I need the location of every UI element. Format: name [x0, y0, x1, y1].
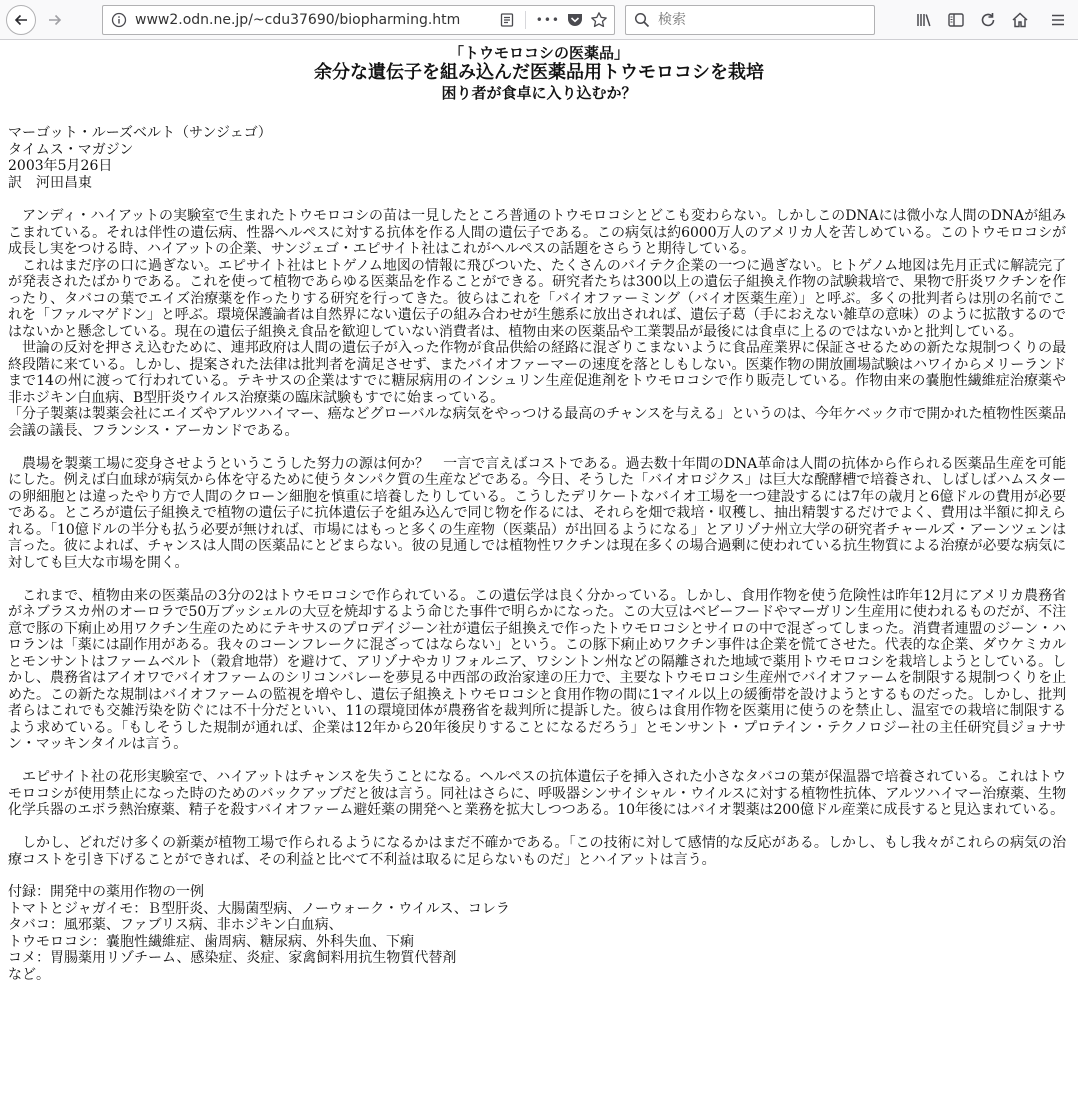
paragraph: アンディ・ハイアットの実験室で生まれたトウモロコシの苗は一見したところ普通のトウモロコシとどこも変わらない。しかしこのDNAには微小な人間のDNAが組みこまれている。それは伴性の遺伝病、性器ヘルペスに対する抗体を作る人間の遺伝子である。この病気は約6000万人のアメリカ人を苦しめている。このトウモロコシが成長し実をつける時、ハイアットの企業、サンジェゴ・エピサイト社はこれがヘルペスの話題をさらうと期待している。	[8, 208, 1066, 257]
author-line: マーゴット・ルーズベルト（サンジェゴ）	[8, 125, 272, 141]
home-icon	[1011, 11, 1029, 29]
appendix-heading: 付録：開発中の薬用作物の一例	[8, 884, 204, 900]
paragraph-gap	[8, 571, 1066, 588]
appendix-item: トマトとジャガイモ：Ｂ型肝炎、大腸菌型病、ノーウォーク・ウイルス、コレラ	[8, 900, 510, 917]
home-button[interactable]	[1006, 6, 1034, 34]
article-kicker: 「トウモロコシの医薬品」	[448, 44, 629, 62]
url-separator	[525, 11, 526, 29]
paragraph-gap	[8, 753, 1066, 770]
menu-button[interactable]	[1044, 6, 1072, 34]
reload-button[interactable]	[974, 6, 1002, 34]
library-icon	[915, 11, 933, 29]
url-text[interactable]: www2.odn.ne.jp/~cdu37690/biopharming.htm	[135, 12, 461, 28]
paragraph: しかし、どれだけ多くの新薬が植物工場で作られるようになるかはまだ不確かである。「この技術に対して感情的な反応がある。しかし、もし我々がこれらの病気の治療コストを引き下げることができれば、その利益と比べて不利益は取るに足らないものだ」とハイアットは言う。	[8, 835, 1066, 868]
article-subtitle: 困り者が食卓に入り込むか？	[441, 84, 637, 102]
translator-line: 訳 河田昌東	[8, 174, 92, 191]
browser-toolbar	[0, 0, 1078, 40]
article-byline	[8, 125, 1078, 191]
search-icon	[634, 12, 650, 28]
back-button[interactable]	[6, 5, 36, 35]
appendix-item: トウモロコシ：嚢胞性繊維症、歯周病、糖尿病、外科失血、下痢	[8, 933, 414, 950]
sidebar-button[interactable]	[942, 6, 970, 34]
reload-icon	[979, 11, 997, 29]
appendix-list	[8, 884, 1078, 983]
paragraph-gap	[8, 819, 1066, 836]
article-header	[0, 44, 1078, 102]
arrow-left-icon	[13, 12, 29, 28]
arrow-right-icon	[47, 12, 63, 28]
paragraph: 「分子製薬は製薬会社にエイズやアルツハイマー、癌などグローバルな病気をやっつける最高のチャンスを与える」というのは、今年ケベック市で開かれた植物性医薬品会議の議長、フランシス・アーカンドである。	[8, 406, 1066, 439]
sidebar-icon	[947, 11, 965, 29]
library-button[interactable]	[910, 6, 938, 34]
paragraph-gap	[8, 439, 1066, 456]
paragraph: 世論の反対を押さえ込むために、連邦政府は人間の遺伝子が入った作物が食品供給の経路に混ざりこまないように食品産業界に保証させるための新たな規制つくりの最終段階に来ている。しかし、提案された法律は批判者を満足させず、またバイオファーマーの速度を落としもしない。医薬作物の開放圃場試験はハワイからメリーランドまで14の州に渡って行われている。テキサスの企業はすでに糖尿病用のインシュリン生産促進剤をトウモロコシで作り販売している。作物由来の嚢胞性繊維症治療薬や非ホジキン白血病、B型肝炎ウイルス治療薬の臨床試験もすでに始まっている。	[8, 340, 1066, 406]
paragraph: エピサイト社の花形実験室で、ハイアットはチャンスを失うことになる。ヘルペスの抗体遺伝子を挿入された小さなタバコの葉が保温器で培養されている。これはトウモロコシが使用禁止になった時のためのバックアップだと彼は言う。同社はさらに、呼吸器シンサイシャル・ウイルスに対する植物性抗体、アルツハイマー治療薬、生物化学兵器のエボラ熱治療薬、精子を殺すバイオファーム避妊薬の開発へと業務を拡大しつつある。10年後にはバイオ製薬は200億ドル産業に成長すると見込まれている。	[8, 769, 1066, 818]
article-body	[8, 208, 1066, 868]
article-title: 余分な遺伝子を組み込んだ医薬品用トウモロコシを栽培	[314, 62, 764, 83]
toolbar-right-tools	[910, 6, 1072, 34]
forward-button[interactable]	[41, 6, 69, 34]
hamburger-menu-icon	[1050, 12, 1066, 28]
appendix-item: タバコ：風邪薬、ファブリス病、非ホジキン白血病、	[8, 917, 343, 933]
paragraph: 農場を製薬工場に変身させようというこうした努力の源は何か？ 一言で言えばコストである。過去数十年間のDNA革命は人間の抗体から作られる医薬品生産を可能にした。例えば白血球が病気から体を守るために使うタンパク質の生産などである。今日、そうした「バイオロジクス」は巨大な醗酵槽で培養され、しばしばハムスターの卵細胞とは違ったやり方で人間のクローン細胞を慎重に培養したりしている。こうしたデリケートなバイオ工場を一つ建設するには7年の歳月と6億ドルの費用が必要である。ところが遺伝子組換えで植物の遺伝子に抗体遺伝子を組み込んで同じ物を作るには、それらを畑で栽培・収穫し、抽出精製するだけでよく、費用は半額に抑えられる。「10億ドルの半分も払う必要が無ければ、市場にはもっと多くの生産物（医薬品）が出回るようになる」とアリゾナ州立大学の研究者チャールズ・アーンツェンは言った。彼によれば、チャンスは人間の医薬品にとどまらない。彼の見通しでは植物性ワクチンは現在多くの場合過剰に使われている抗生物質による治療が必要な病気に対しても巨大な市場を開く。	[8, 455, 1066, 571]
search-input[interactable]	[656, 11, 860, 29]
appendix-item: など。	[8, 966, 50, 983]
pocket-icon[interactable]	[566, 12, 584, 28]
search-bar[interactable]	[625, 5, 875, 35]
page-content	[0, 41, 1078, 1108]
date-line: 2003年5月26日	[8, 158, 113, 174]
reader-view-icon[interactable]	[499, 12, 515, 28]
address-bar[interactable]	[102, 5, 615, 35]
info-icon[interactable]	[111, 12, 127, 28]
page-actions	[499, 11, 608, 29]
appendix-item: コメ：胃腸薬用リゾチーム、感染症、炎症、家禽飼料用抗生物質代替剤	[8, 950, 457, 966]
page-actions-menu-button[interactable]: •••	[535, 13, 560, 27]
paragraph: これまで、植物由来の医薬品の3分の2はトウモロコシで作られている。この遺伝学は良く分かっている。しかし、食用作物を使う危険性は昨年12月にアメリカ農務省がネブラスカ州のオーロラで50万ブッシェルの大豆を焼却するよう命じた事件で明らかになった。この大豆はベビーフードやマーガリン生産用に使われるものだが、不注意で豚の下痢止め用ワクチン生産のためにテキサスのプロデイジーン社が遺伝子組換えで作ったトウモロコシとサイロの中で混ざってしまった。消費者連盟のジーン・ハロランは「薬には副作用がある。我々のコーンフレークに混ざってはならない」という。この豚下痢止めワクチン事件は企業を慌てさせた。代表的な企業、ダウケミカルとモンサントはファームベルト（穀倉地帯）を避けて、アリゾナやカリフォルニア、ワシントン州などの隔離された地域で薬用トウモロコシを栽培しようとしている。しかし、農務省はアイオワでバイオファームのシリコンバレーを夢見る中西部の政治家達の圧力で、主要なトウモロコシ生産州でバイオファームを制限する規制つくりを止めた。この新たな規制はバイオファームの監視を増やし、遺伝子組換えトウモロコシと食用作物の間に1マイル以上の緩衝帯を設けようとするものだった。しかし、批判者らはこれでも交雑汚染を防ぐには不十分だといい、11の環境団体が農務省を裁判所に提訴した。彼らは食用作物を医薬用に使うのを禁止し、温室での栽培に制限するよう求めている。「もしそうした規制が通れば、企業は12年から20年後戻りすることになるだろう」とモンサント・プロテイン・テクノロジー社の主任研究員ジョナサン・マッキンタイルは言う。	[8, 587, 1066, 752]
bookmark-star-icon[interactable]	[590, 11, 608, 29]
paragraph: これはまだ序の口に過ぎない。エピサイト社はヒトゲノム地図の情報に飛びついた、たくさんのバイテク企業の一つに過ぎない。ヒトゲノム地図は先月正式に解読完了が発表されたばかりである。これを使って植物であらゆる医薬品を作ることができる。研究者たちは300以上の遺伝子組換え作物の試験栽培で、果物で肝炎ワクチンを作ったり、タバコの葉でエイズ治療薬を作ったりする研究を行ってきた。彼らはこれを「バイオファーミング（バイオ医薬生産）」と呼ぶ。多くの批判者らは別の名前でこれを「ファルマゲドン」と呼ぶ。環境保護論者は自然界にない遺伝子の組み合わせが生態系に放出されれば、遺伝子葛（手におえない雑草の意味）のように拡散するのではないかと懸念している。現在の遺伝子組換え食品を歓迎していない消費者は、植物由来の医薬品や工業製品が最後には食卓に上るのではないかと批判している。	[8, 257, 1066, 340]
publication-line: タイムス・マガジン	[8, 141, 134, 158]
